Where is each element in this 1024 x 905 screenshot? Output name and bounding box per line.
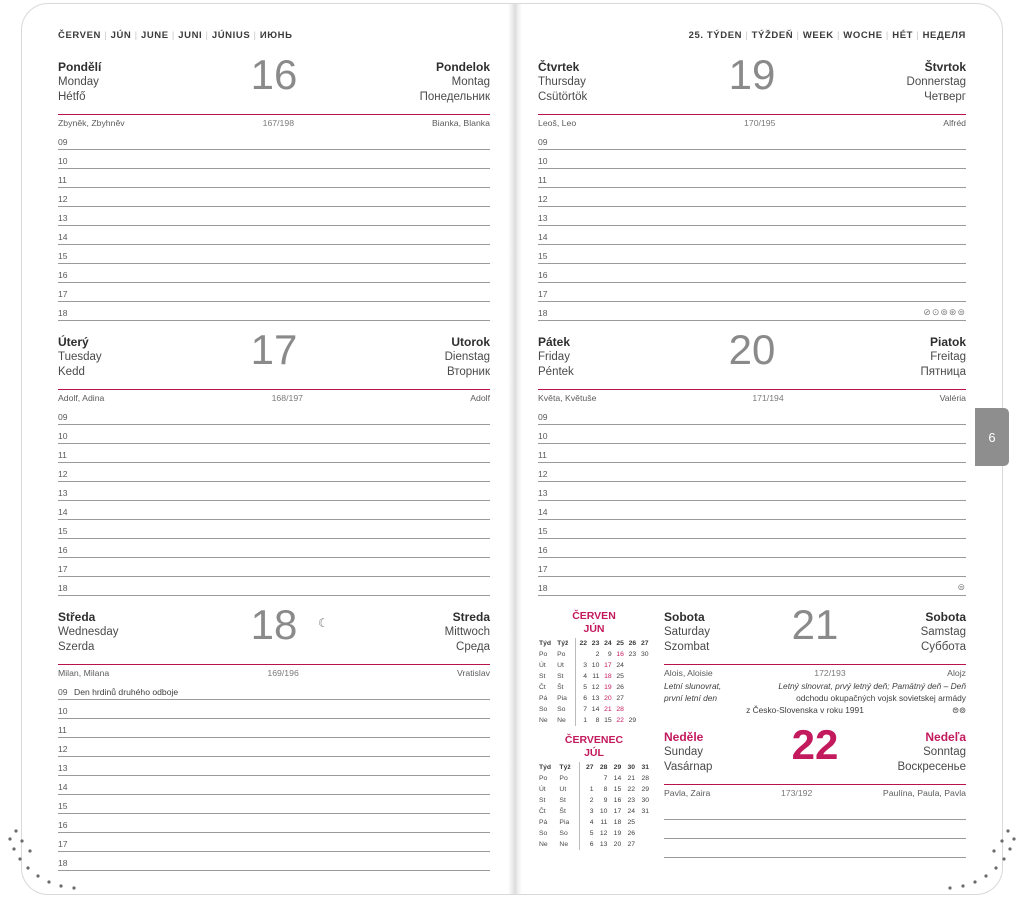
- month-cs: ČERVEN: [58, 30, 102, 41]
- name-day-row: Květa, Květuše 171/194 Valéria: [538, 393, 966, 403]
- hour-row[interactable]: 11: [58, 444, 490, 463]
- day-names-right: Piatok Freitag Пятница: [920, 335, 966, 378]
- mini-row: So So 5 12 19 26: [539, 830, 636, 837]
- hour-row[interactable]: 18: [58, 302, 490, 321]
- holiday-note-row-2: první letní den odchodu okupačných vojsk sovietskej armády: [664, 693, 966, 703]
- mini-row: Út Ut 1 8 15 22 29: [539, 786, 649, 793]
- day-names-left: Středa Wednesday Szerda: [58, 610, 119, 653]
- hour-row[interactable]: 10: [58, 150, 490, 169]
- day-number: 22: [791, 721, 839, 768]
- name-day-row: Alois, Aloisie 172/193 Alojz: [664, 668, 966, 678]
- day-number: 20: [728, 326, 776, 373]
- day-number: 19: [728, 51, 776, 98]
- name-day-row: Milan, Milana 169/196 Vratislav: [58, 668, 490, 678]
- hour-row[interactable]: 17: [538, 558, 966, 577]
- hour-row[interactable]: 12: [58, 188, 490, 207]
- day-number: 21: [791, 601, 839, 648]
- hour-row[interactable]: 09: [58, 406, 490, 425]
- mini-row: St St 4 11 18 25: [539, 673, 624, 680]
- day-number: 18: [250, 601, 298, 648]
- day-names-right: Štvrtok Donnerstag Четверг: [906, 60, 966, 103]
- day-block-saturday: [664, 601, 966, 716]
- week-de: WOCHE: [843, 30, 883, 41]
- week-hu: HÉT: [892, 30, 914, 41]
- day-names-left: Úterý Tuesday Kedd: [58, 335, 102, 378]
- day-names-left: Pátek Friday Péntek: [538, 335, 574, 378]
- hour-row[interactable]: 13: [58, 482, 490, 501]
- name-day-row: Adolf, Adina 168/197 Adolf: [58, 393, 490, 403]
- day-names-left: Neděle Sunday Vasárnap: [664, 730, 713, 773]
- day-names-left: Sobota Saturday Szombat: [664, 610, 711, 653]
- mini-cal-june-caption: ČERVEN JÚN: [572, 610, 616, 635]
- day-number: 16: [250, 51, 298, 98]
- week-sk: TÝŽDEŇ: [751, 30, 794, 41]
- month-header: ČERVEN | JÚN | JUNE | JUNI | JÚNIUS | ИЮНЬ: [58, 30, 293, 41]
- mini-head-row: Týd Týž 27 28 29 30 31: [539, 764, 649, 771]
- day-block-tuesday: [58, 326, 490, 596]
- hour-row[interactable]: 14: [58, 226, 490, 245]
- hour-row[interactable]: 17: [58, 833, 490, 852]
- day-block-thursday: [538, 51, 966, 321]
- name-day-row: Leoš, Leo 170/195 Alfréd: [538, 118, 966, 128]
- day-number: 17: [250, 326, 298, 373]
- name-day-row: Zbyněk, Zbyhněv 167/198 Bianka, Blanka: [58, 118, 490, 128]
- hour-lines: [58, 681, 490, 871]
- hour-row[interactable]: 09 Den hrdinů druhého odboje: [58, 681, 490, 700]
- hour-lines: [58, 131, 490, 321]
- mini-row: Pá Pia 6 13 20 27: [539, 695, 624, 702]
- page-tab[interactable]: [975, 408, 1009, 466]
- hour-row[interactable]: 09: [538, 131, 966, 150]
- note-row[interactable]: [664, 839, 966, 858]
- hour-lines: [538, 131, 966, 321]
- note-row[interactable]: [664, 820, 966, 839]
- bottom-section: [538, 601, 966, 858]
- left-column: [58, 30, 490, 871]
- month-hu: JÚNIUS: [211, 30, 251, 41]
- hour-row[interactable]: 15: [538, 245, 966, 264]
- hour-row[interactable]: 12: [58, 738, 490, 757]
- month-en: JUNE: [140, 30, 169, 41]
- mini-row: Čt Št 3 10 17 24 31: [539, 808, 649, 815]
- mini-row: Ne Ne 6 13 20 27: [539, 841, 636, 848]
- mini-row: St St 2 9 16 23 30: [539, 797, 649, 804]
- hour-row[interactable]: 13: [58, 207, 490, 226]
- hour-row[interactable]: 16: [538, 539, 966, 558]
- day-block-sunday: [664, 721, 966, 858]
- moon-phase-icons: ⊘⊙⊚⊛⊜: [923, 307, 966, 317]
- holiday-note-row-1: Letní slunovrat, Letný slnovrat, prvý letný deň; Pamätný deň – Deň: [664, 681, 966, 691]
- week-cs: 25. TÝDEN: [688, 30, 743, 41]
- hour-row[interactable]: 15: [58, 795, 490, 814]
- hour-row[interactable]: 18: [58, 577, 490, 596]
- moon-phase-icon: ☾: [318, 616, 329, 630]
- mini-row: Pá Pia 4 11 18 25: [539, 819, 636, 826]
- day-block-monday: [58, 51, 490, 321]
- mini-row: Po Po 7 14 21 28: [539, 775, 649, 782]
- book-gutter: [508, 4, 522, 894]
- mini-cal-july-caption: ČERVENEC JÚL: [564, 734, 624, 759]
- mini-calendar-june: [538, 638, 650, 726]
- mini-row: Ne Ne 1 8 15 22 29: [539, 717, 637, 724]
- holiday-note-row-3: z Česko-Slovenska v roku 1991 ⊜⊚: [746, 705, 966, 715]
- blank-lines: [664, 801, 966, 858]
- mini-calendar-july: [538, 762, 650, 850]
- hour-row[interactable]: 09: [538, 406, 966, 425]
- day-names-right: Pondelok Montag Понедельник: [419, 60, 490, 103]
- note-row[interactable]: [664, 801, 966, 820]
- hour-row[interactable]: 12: [538, 188, 966, 207]
- hour-row[interactable]: 10: [58, 425, 490, 444]
- day-names-right: Nedeľa Sonntag Воскресенье: [897, 730, 966, 773]
- hour-row[interactable]: 11: [538, 444, 966, 463]
- week-header: 25. TÝDEN | TÝŽDEŇ | WEEK | WOCHE | HÉT | НЕДЕЛЯ: [688, 30, 966, 41]
- month-ru: ИЮНЬ: [259, 30, 293, 41]
- day-block-wednesday: [58, 601, 490, 871]
- day-block-friday: [538, 326, 966, 596]
- hour-row[interactable]: 18 ⊜: [538, 577, 966, 596]
- hour-row[interactable]: 14: [538, 501, 966, 520]
- mini-row: Po Po 2 9 16 23 30: [539, 651, 649, 658]
- mini-head-row: Týd Týž 22 23 24 25 26 27: [539, 640, 649, 647]
- mini-row: Út Ut 3 10 17 24: [539, 662, 624, 669]
- hour-row[interactable]: 11: [538, 169, 966, 188]
- hour-row[interactable]: 13: [538, 482, 966, 501]
- hour-row[interactable]: 16: [538, 264, 966, 283]
- hour-row[interactable]: 17: [58, 558, 490, 577]
- day-names-right: Utorok Dienstag Вторник: [444, 335, 490, 378]
- hour-row[interactable]: 10: [538, 150, 966, 169]
- right-column: [538, 30, 966, 858]
- hour-row[interactable]: 15: [58, 520, 490, 539]
- page-tab-label: 6: [988, 429, 996, 445]
- hour-row[interactable]: 12: [538, 463, 966, 482]
- hour-row[interactable]: 10: [538, 425, 966, 444]
- weekend-column: [650, 601, 966, 858]
- name-day-row: Pavla, Zaira 173/192 Paulína, Paula, Pavla: [664, 788, 966, 798]
- event-text: Den hrdinů druhého odboje: [74, 687, 179, 697]
- hour-row[interactable]: 16: [58, 814, 490, 833]
- hour-lines: [538, 406, 966, 596]
- hour-row[interactable]: 18: [58, 852, 490, 871]
- hour-row[interactable]: 12: [58, 463, 490, 482]
- day-names-right: Sobota Samstag Суббота: [920, 610, 966, 653]
- hour-lines: [58, 406, 490, 596]
- hour-row[interactable]: 10: [58, 700, 490, 719]
- day-names-right: Streda Mittwoch Среда: [444, 610, 490, 653]
- hour-row[interactable]: 14: [538, 226, 966, 245]
- hour-row[interactable]: 18 ⊘⊙⊚⊛⊜: [538, 302, 966, 321]
- mini-calendars: [538, 610, 650, 858]
- week-ru: НЕДЕЛЯ: [922, 30, 966, 41]
- month-de: JUNI: [178, 30, 203, 41]
- hour-row[interactable]: 11: [58, 719, 490, 738]
- hour-row[interactable]: 11: [58, 169, 490, 188]
- hour-row[interactable]: 14: [58, 501, 490, 520]
- hour-row[interactable]: 15: [538, 520, 966, 539]
- moon-phase-icons: ⊜: [957, 582, 966, 592]
- mini-row: Čt Št 5 12 19 26: [539, 684, 624, 691]
- hour-row[interactable]: 16: [58, 264, 490, 283]
- month-sk: JÚN: [110, 30, 132, 41]
- hour-row[interactable]: 13: [538, 207, 966, 226]
- mini-row: So So 7 14 21 28: [539, 706, 624, 713]
- hour-row[interactable]: 13: [58, 757, 490, 776]
- day-names-left: Pondělí Monday Hétfő: [58, 60, 102, 103]
- hour-row[interactable]: 17: [538, 283, 966, 302]
- hour-row[interactable]: 15: [58, 245, 490, 264]
- hour-row[interactable]: 09: [58, 131, 490, 150]
- hour-row[interactable]: 17: [58, 283, 490, 302]
- hour-row[interactable]: 14: [58, 776, 490, 795]
- hour-row[interactable]: 16: [58, 539, 490, 558]
- day-names-left: Čtvrtek Thursday Csütörtök: [538, 60, 588, 103]
- moon-phase-icons: ⊜⊚: [951, 705, 966, 715]
- week-en: WEEK: [802, 30, 834, 41]
